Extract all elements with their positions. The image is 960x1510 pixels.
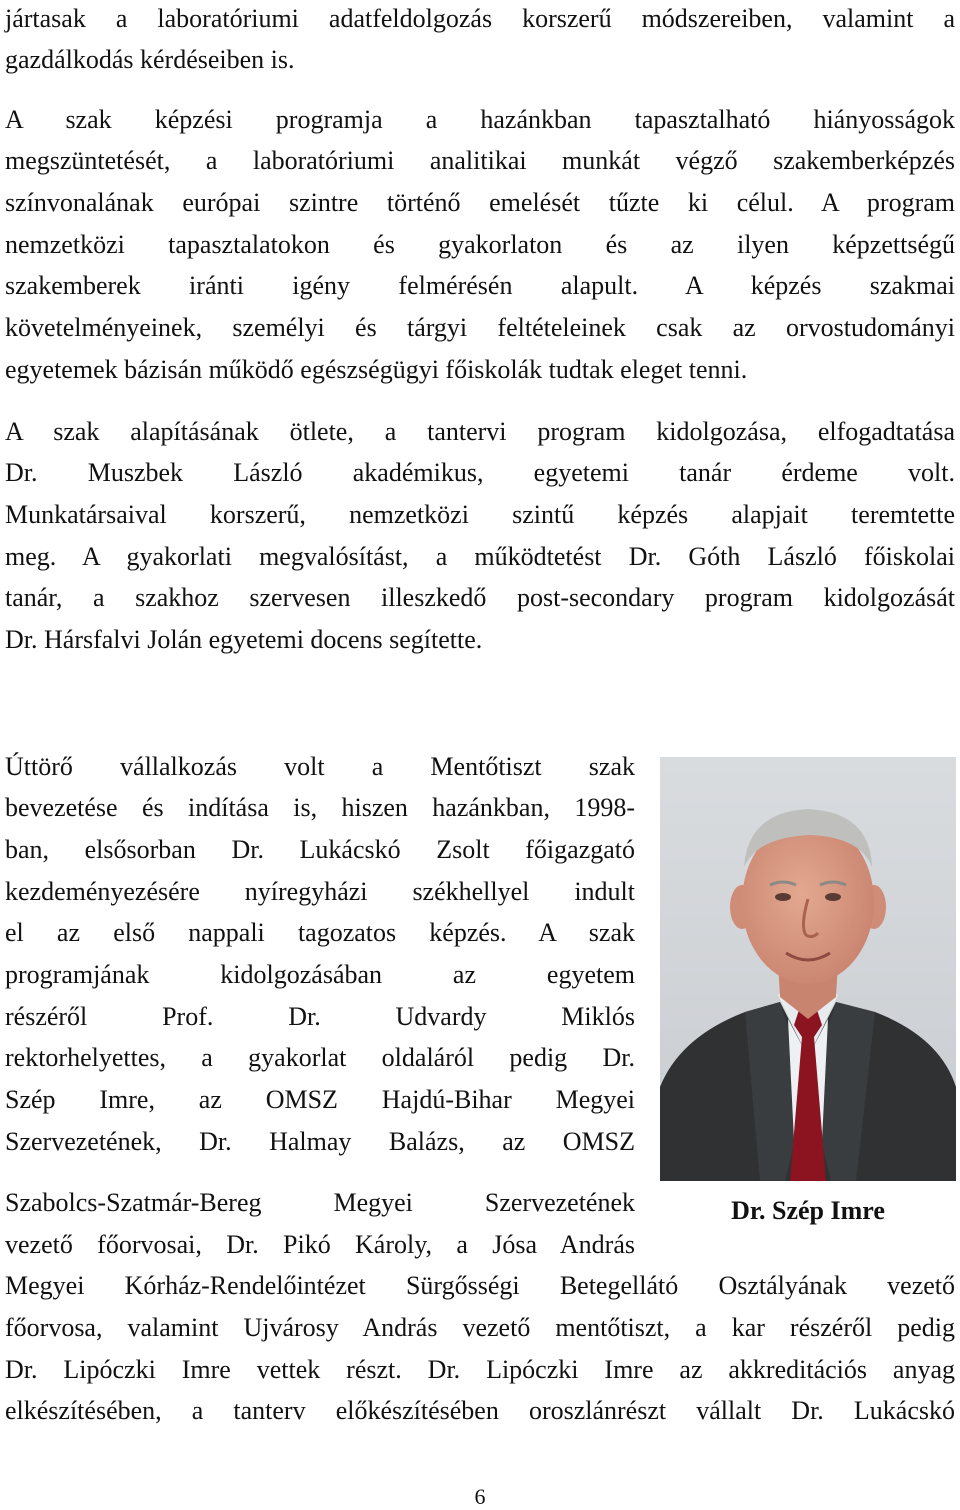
- paragraph-4-line-16: elkészítésében, a tanterv előkészítésében oroszlánrészt vállalt Dr. Lukácskó: [5, 1396, 955, 1425]
- paragraph-4-line-7: részéről Prof. Dr. Udvardy Miklós: [5, 1002, 635, 1031]
- paragraph-4-line-12: vezető főorvosai, Dr. Pikó Károly, a Jósa András: [5, 1230, 635, 1259]
- paragraph-1-line-1: jártasak a laboratóriumi adatfeldolgozás korszerű módszereiben, valamint a: [5, 4, 955, 33]
- paragraph-4-line-2: bevezetése és indítása is, hiszen hazánkban, 1998-: [5, 793, 635, 822]
- paragraph-2-line-5: szakemberek iránti igény felmérésén alapult. A képzés szakmai: [5, 271, 955, 300]
- paragraph-3-line-2: Dr. Muszbek László akadémikus, egyetemi tanár érdeme volt.: [5, 458, 955, 487]
- paragraph-4-line-14: főorvosa, valamint Ujvárosy András vezető mentőtiszt, a kar részéről pedig: [5, 1313, 955, 1342]
- paragraph-4-line-5: el az első nappali tagozatos képzés. A szak: [5, 918, 635, 947]
- paragraph-2-line-2: megszüntetését, a laboratóriumi analitikai munkát végző szakemberképzés: [5, 146, 955, 175]
- paragraph-3-line-3: Munkatársaival korszerű, nemzetközi szintű képzés alapjait teremtette: [5, 500, 955, 529]
- paragraph-3-line-1: A szak alapításának ötlete, a tantervi program kidolgozása, elfogadtatása: [5, 417, 955, 446]
- paragraph-3-line-6: Dr. Hársfalvi Jolán egyetemi docens segítette.: [5, 625, 483, 654]
- paragraph-4-line-13: Megyei Kórház-Rendelőintézet Sürgősségi Betegellátó Osztályának vezető: [5, 1271, 955, 1300]
- paragraph-2-line-4: nemzetközi tapasztalatokon és gyakorlaton és az ilyen képzettségű: [5, 230, 955, 259]
- page-number: 6: [474, 1484, 486, 1509]
- paragraph-4-line-6: programjának kidolgozásában az egyetem: [5, 960, 635, 989]
- paragraph-2-line-1: A szak képzési programja a hazánkban tapasztalható hiányosságok: [5, 105, 955, 134]
- paragraph-4-line-1: Úttörő vállalkozás volt a Mentőtiszt szak: [5, 752, 635, 781]
- paragraph-4-line-4: kezdeményezésére nyíregyházi székhellyel indult: [5, 877, 635, 906]
- paragraph-3-line-4: meg. A gyakorlati megvalósítást, a működtetést Dr. Góth László főiskolai: [5, 542, 955, 571]
- paragraph-4-line-8: rektorhelyettes, a gyakorlat oldaláról pedig Dr.: [5, 1043, 635, 1072]
- paragraph-2-line-6: követelményeinek, személyi és tárgyi feltételeinek csak az orvostudományi: [5, 313, 955, 342]
- paragraph-3-line-5: tanár, a szakhoz szervesen illeszkedő post-secondary program kidolgozását: [5, 583, 955, 612]
- paragraph-4-line-10: Szervezetének, Dr. Halmay Balázs, az OMSZ: [5, 1127, 635, 1156]
- paragraph-1-line-2: gazdálkodás kérdéseiben is.: [5, 45, 295, 74]
- paragraph-4-line-3: ban, elsősorban Dr. Lukácskó Zsolt főigazgató: [5, 835, 635, 864]
- paragraph-2-line-7: egyetemek bázisán működő egészségügyi főiskolák tudtak eleget tenni.: [5, 355, 748, 384]
- paragraph-2-line-3: színvonalának európai szintre történő emelését tűzte ki célul. A program: [5, 188, 955, 217]
- paragraph-4-line-15: Dr. Lipóczki Imre vettek részt. Dr. Lipóczki Imre az akkreditációs anyag: [5, 1355, 955, 1384]
- portrait-illustration: [660, 757, 956, 1181]
- paragraph-4-line-9: Szép Imre, az OMSZ Hajdú-Bihar Megyei: [5, 1085, 635, 1114]
- portrait-photo: [660, 757, 956, 1181]
- photo-caption: Dr. Szép Imre: [731, 1196, 885, 1225]
- paragraph-4-line-11: Szabolcs-Szatmár-Bereg Megyei Szervezetének: [5, 1188, 635, 1217]
